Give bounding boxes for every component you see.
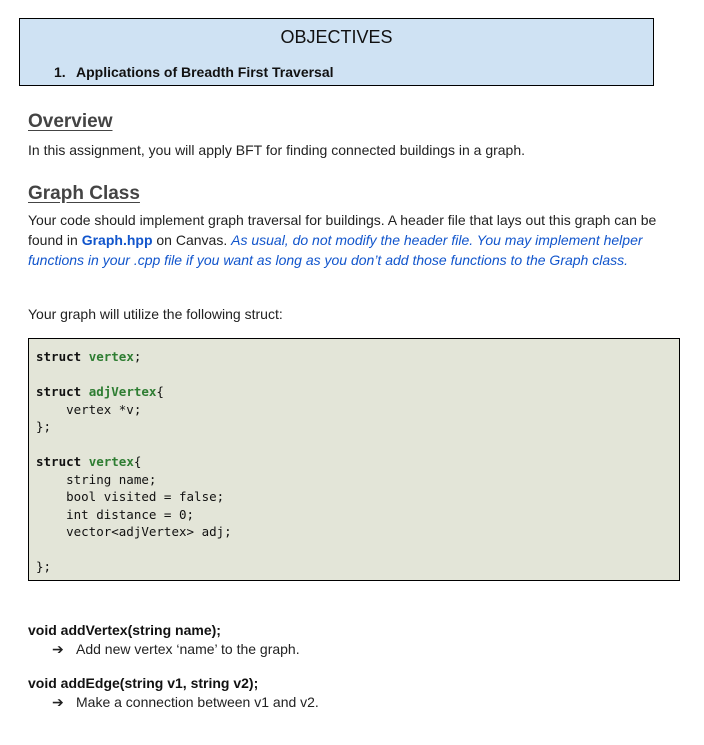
graph-class-desc-part1: Your code should implement graph traversal for buildings. A header file that lays out this graph can be found in <box>28 212 657 248</box>
objectives-box <box>19 18 654 86</box>
arrow-right-icon: ➔ <box>52 641 64 657</box>
struct-intro-text: Your graph will utilize the following struct: <box>28 306 283 322</box>
graph-class-description <box>28 210 668 270</box>
graph-class-note: As usual, do not modify the header file. You may implement helper functions in your .cpp file if you want as long as you don’t add those functions to the Graph class. <box>28 232 643 268</box>
overview-text: In this assignment, you will apply BFT for finding connected buildings in a graph. <box>28 142 526 158</box>
function-signature: void addEdge(string v1, string v2); <box>28 675 259 691</box>
code-content: struct vertex; struct adjVertex{ vertex *v; }; struct vertex{ string name; bool visited = false; int distance = 0; vector<adjVertex> adj; }; <box>36 349 232 574</box>
objectives-title: OBJECTIVES <box>280 27 393 47</box>
graph-class-heading: Graph Class <box>28 183 140 204</box>
arrow-right-icon: ➔ <box>52 694 64 710</box>
function-signature: void addVertex(string name); <box>28 622 221 638</box>
graph-hpp-link[interactable]: Graph.hpp <box>81 232 153 248</box>
function-description: ➔ Make a connection between v1 and v2. <box>52 694 319 710</box>
objective-number: 1. <box>54 64 66 80</box>
overview-heading: Overview <box>28 111 113 132</box>
objective-text: Applications of Breadth First Traversal <box>76 64 334 80</box>
objective-item <box>54 64 334 80</box>
code-block <box>28 338 680 581</box>
function-description: ➔ Add new vertex ‘name’ to the graph. <box>52 641 300 657</box>
graph-class-desc-part2: on Canvas. <box>152 232 232 248</box>
